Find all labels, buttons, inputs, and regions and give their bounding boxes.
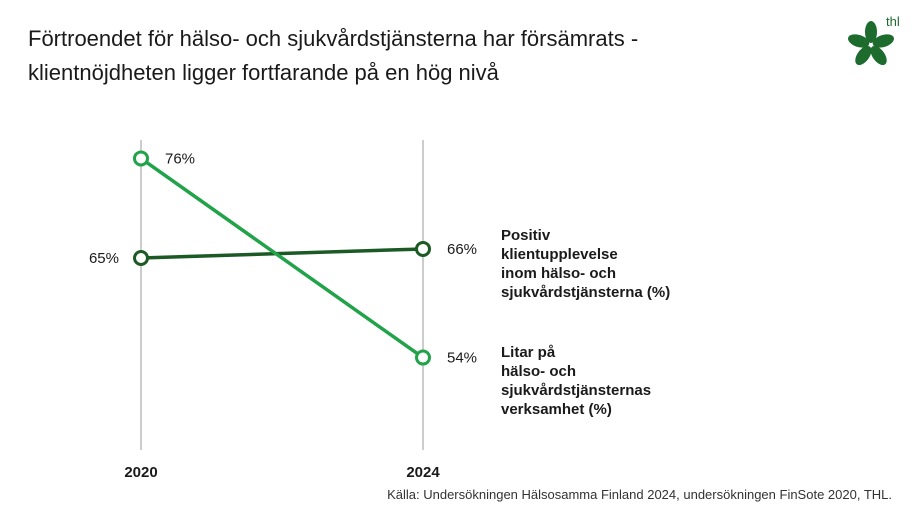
chart-title-line-1: Förtroendet för hälso- och sjukvårdstjänsterna har försämrats - <box>28 26 639 51</box>
x-axis-ticks <box>124 464 440 481</box>
legend-series-2-line-4: verksamhet (%) <box>501 401 612 418</box>
chart-title-line-2: klientnöjdheten ligger fortfarande på en hög nivå <box>28 60 499 85</box>
series-1-point-2020 <box>135 252 148 265</box>
series-2-point-2024 <box>417 351 430 364</box>
series-legend <box>501 227 670 418</box>
legend-series-1-line-2: klientupplevelse <box>501 246 618 263</box>
series-1-label-2024: 66% <box>447 240 478 258</box>
x-tick-2024: 2024 <box>406 464 440 481</box>
series-2-label-2020: 76% <box>165 150 196 168</box>
legend-series-2-line-1: Litar på <box>501 344 556 361</box>
logo-text: thl <box>886 14 900 29</box>
legend-series-2-line-3: sjukvårdstjänsternas <box>501 382 652 399</box>
x-tick-2020: 2020 <box>124 464 158 481</box>
legend-series-1-line-1: Positiv <box>501 227 551 244</box>
legend-series-2-line-2: hälso- och <box>501 363 577 380</box>
source-note: Källa: Undersökningen Hälsosamma Finland 2024, undersökningen FinSote 2020, THL. <box>387 487 892 502</box>
series-2-label-2024: 54% <box>447 349 478 367</box>
series-1-label-2020: 65% <box>88 250 119 267</box>
series-lines <box>141 158 423 357</box>
legend-series-1-line-4: sjukvårdstjänsterna (%) <box>501 284 671 301</box>
series-1-point-2024 <box>417 242 430 255</box>
legend-series-1-line-3: inom hälso- och <box>501 265 617 282</box>
series-2-point-2020 <box>135 152 148 165</box>
